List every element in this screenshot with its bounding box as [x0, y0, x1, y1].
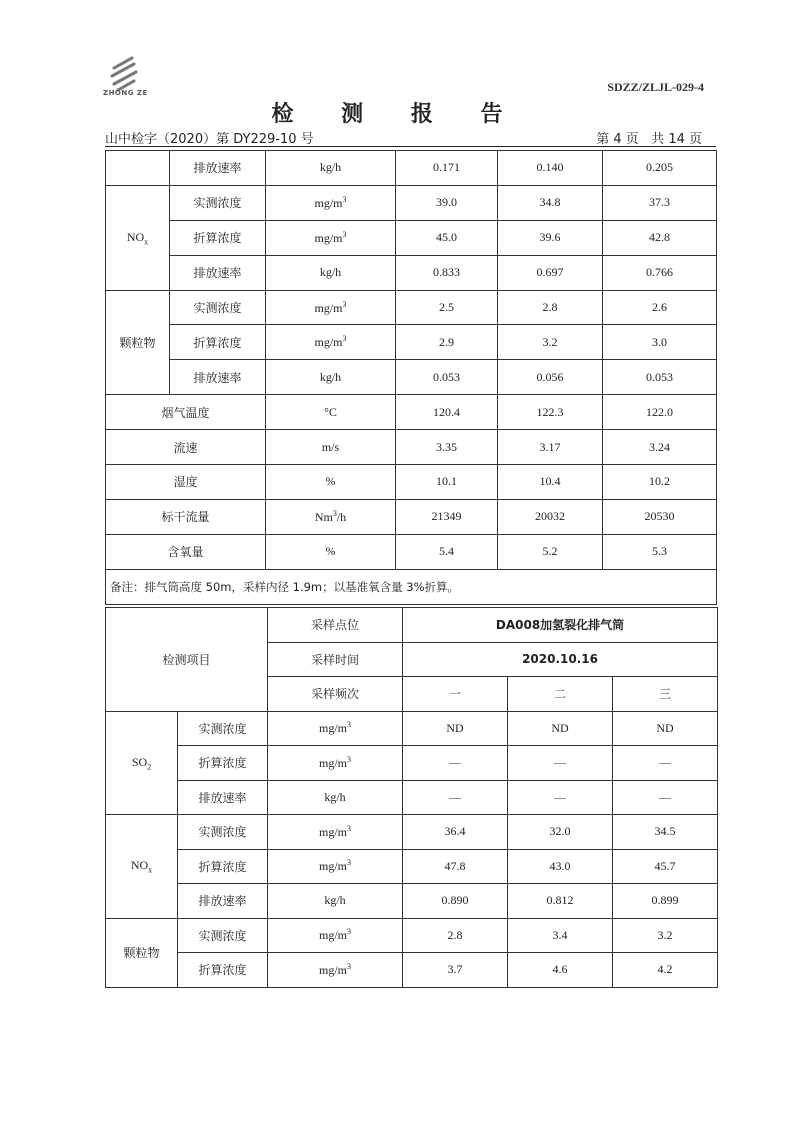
unit-cell: % — [266, 465, 396, 500]
table-row — [106, 711, 718, 746]
value-cell: 32.0 — [508, 815, 613, 850]
param-cell: 排放速率 — [170, 151, 266, 186]
value-cell: — — [403, 746, 508, 781]
empty-group-cell — [106, 151, 170, 186]
results-table-da008 — [105, 607, 718, 988]
point-value: DA008加氢裂化排气筒 — [403, 608, 718, 643]
param-cell: 实测浓度 — [178, 711, 268, 746]
freq-cell: 二 — [508, 677, 613, 712]
value-cell: 0.766 — [603, 255, 717, 290]
group-nox: $NO_x$ — [106, 185, 170, 290]
freq-cell: 一 — [403, 677, 508, 712]
value-cell: 122.0 — [603, 395, 717, 430]
value-cell: 2.8 — [498, 290, 603, 325]
unit-cell: % — [266, 534, 396, 569]
table-row — [106, 395, 717, 430]
table-row — [106, 953, 718, 988]
value-cell: 0.812 — [508, 884, 613, 919]
value-cell: 34.8 — [498, 185, 603, 220]
param-cell: 实测浓度 — [170, 185, 266, 220]
table-row — [106, 884, 718, 919]
param-cell: 实测浓度 — [170, 290, 266, 325]
group-particulate: 颗粒物 — [106, 918, 178, 987]
table-row — [106, 325, 717, 360]
value-cell: 0.890 — [403, 884, 508, 919]
value-cell: — — [508, 780, 613, 815]
value-cell: 36.4 — [403, 815, 508, 850]
value-cell: 42.8 — [603, 220, 717, 255]
value-cell: — — [403, 780, 508, 815]
unit-cell: $mg/m^3$ — [266, 290, 396, 325]
value-cell: 3.7 — [403, 953, 508, 988]
table-row — [106, 746, 718, 781]
unit-cell: $mg/m^3$ — [266, 325, 396, 360]
value-cell: 4.6 — [508, 953, 613, 988]
unit-cell: $mg/m^3$ — [268, 815, 403, 850]
value-cell: 3.2 — [498, 325, 603, 360]
unit-cell: °C — [266, 395, 396, 430]
group-so2: $SO_2$ — [106, 711, 178, 815]
value-cell: 2.6 — [603, 290, 717, 325]
table-row — [106, 220, 717, 255]
value-cell: 3.24 — [603, 430, 717, 465]
value-cell: 0.833 — [396, 255, 498, 290]
results-table-continued — [105, 150, 717, 605]
table-row — [106, 151, 717, 186]
table-row — [106, 465, 717, 500]
value-cell: 3.0 — [603, 325, 717, 360]
value-cell: 3.2 — [613, 918, 718, 953]
freq-label: 采样频次 — [268, 677, 403, 712]
value-cell: 2.5 — [396, 290, 498, 325]
general-label: 烟气温度 — [106, 395, 266, 430]
table-row — [106, 185, 717, 220]
value-cell: — — [613, 746, 718, 781]
value-cell: 3.4 — [508, 918, 613, 953]
unit-cell: $mg/m^3$ — [266, 185, 396, 220]
logo-text: ZHONG ZE — [103, 89, 148, 97]
value-cell: 120.4 — [396, 395, 498, 430]
group-particulate: 颗粒物 — [106, 290, 170, 395]
unit-cell: Nm$^3$/h — [266, 499, 396, 534]
general-label: 含氧量 — [106, 534, 266, 569]
value-cell: 10.2 — [603, 465, 717, 500]
value-cell: 0.053 — [396, 360, 498, 395]
table-note: 备注：排气筒高度 50m，采样内径 1.9m；以基准氧含量 3%折算。 — [106, 569, 717, 604]
param-cell: 折算浓度 — [170, 325, 266, 360]
table-row — [106, 499, 717, 534]
param-cell: 排放速率 — [178, 780, 268, 815]
value-cell: 10.1 — [396, 465, 498, 500]
value-cell: 43.0 — [508, 849, 613, 884]
value-cell: 0.056 — [498, 360, 603, 395]
value-cell: — — [508, 746, 613, 781]
time-value: 2020.10.16 — [403, 642, 718, 677]
value-cell: 45.7 — [613, 849, 718, 884]
document-code: SDZZ/ZLJL-029-4 — [607, 80, 704, 94]
value-cell: 20530 — [603, 499, 717, 534]
unit-cell: kg/h — [266, 360, 396, 395]
unit-cell: kg/h — [266, 255, 396, 290]
value-cell: 4.2 — [613, 953, 718, 988]
value-cell: 5.2 — [498, 534, 603, 569]
value-cell: 5.3 — [603, 534, 717, 569]
value-cell: — — [613, 780, 718, 815]
general-label: 流速 — [106, 430, 266, 465]
value-cell: 2.9 — [396, 325, 498, 360]
table-row — [106, 608, 718, 643]
value-cell: 0.899 — [613, 884, 718, 919]
value-cell: 3.35 — [396, 430, 498, 465]
table-row — [106, 290, 717, 325]
unit-cell: $mg/m^3$ — [268, 918, 403, 953]
value-cell: 0.697 — [498, 255, 603, 290]
param-cell: 折算浓度 — [178, 953, 268, 988]
table-row — [106, 849, 718, 884]
table-row — [106, 815, 718, 850]
report-number: 山中检字（2020）第 DY229-10 号 — [105, 132, 314, 147]
value-cell: ND — [403, 711, 508, 746]
unit-cell: $mg/m^3$ — [268, 953, 403, 988]
page-info: 第 4 页 共 14 页 — [596, 132, 702, 147]
param-cell: 折算浓度 — [170, 220, 266, 255]
value-cell: ND — [613, 711, 718, 746]
value-cell: 37.3 — [603, 185, 717, 220]
value-cell: 122.3 — [498, 395, 603, 430]
value-cell: ND — [508, 711, 613, 746]
value-cell: 0.171 — [396, 151, 498, 186]
table-row — [106, 780, 718, 815]
unit-cell: $mg/m^3$ — [268, 849, 403, 884]
header-divider — [105, 146, 716, 147]
value-cell: 2.8 — [403, 918, 508, 953]
value-cell: 34.5 — [613, 815, 718, 850]
param-cell: 排放速率 — [178, 884, 268, 919]
param-cell: 排放速率 — [170, 255, 266, 290]
item-header: 检测项目 — [106, 608, 268, 712]
table-row — [106, 360, 717, 395]
time-label: 采样时间 — [268, 642, 403, 677]
group-nox: $NO_x$ — [106, 815, 178, 919]
page-title: 检 测 报 告 — [271, 102, 523, 127]
value-cell: 0.053 — [603, 360, 717, 395]
value-cell: 3.17 — [498, 430, 603, 465]
value-cell: 0.205 — [603, 151, 717, 186]
unit-cell: kg/h — [266, 151, 396, 186]
value-cell: 45.0 — [396, 220, 498, 255]
value-cell: 39.0 — [396, 185, 498, 220]
unit-cell: kg/h — [268, 780, 403, 815]
value-cell: 20032 — [498, 499, 603, 534]
param-cell: 折算浓度 — [178, 849, 268, 884]
general-label: 标干流量 — [106, 499, 266, 534]
general-label: 湿度 — [106, 465, 266, 500]
table-row — [106, 430, 717, 465]
param-cell: 实测浓度 — [178, 918, 268, 953]
value-cell: 10.4 — [498, 465, 603, 500]
table-row — [106, 534, 717, 569]
unit-cell: $mg/m^3$ — [268, 711, 403, 746]
param-cell: 折算浓度 — [178, 746, 268, 781]
value-cell: 21349 — [396, 499, 498, 534]
value-cell: 0.140 — [498, 151, 603, 186]
param-cell: 排放速率 — [170, 360, 266, 395]
point-label: 采样点位 — [268, 608, 403, 643]
freq-cell: 三 — [613, 677, 718, 712]
unit-cell: $mg/m^3$ — [268, 746, 403, 781]
table-row — [106, 255, 717, 290]
unit-cell: kg/h — [268, 884, 403, 919]
table-row — [106, 569, 717, 604]
value-cell: 47.8 — [403, 849, 508, 884]
value-cell: 39.6 — [498, 220, 603, 255]
param-cell: 实测浓度 — [178, 815, 268, 850]
value-cell: 5.4 — [396, 534, 498, 569]
unit-cell: $mg/m^3$ — [266, 220, 396, 255]
table-row — [106, 918, 718, 953]
unit-cell: m/s — [266, 430, 396, 465]
